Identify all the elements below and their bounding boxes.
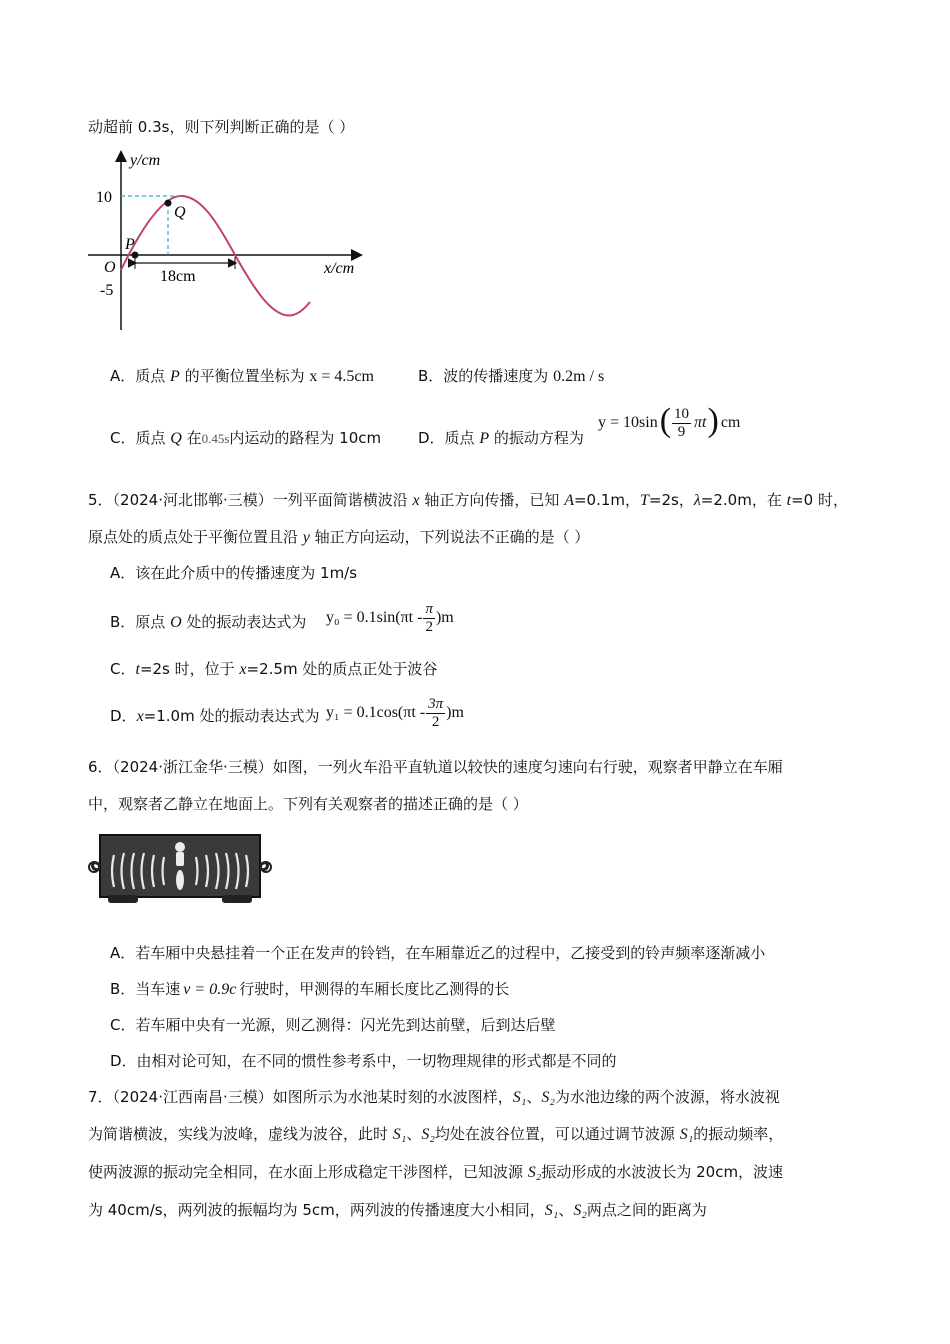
- q6-stem-line1: 6．（2024·浙江金华·三模）如图，一列火车沿平直轨道以较快的速度匀速向右行驶，观察者甲静立在车厢: [88, 758, 783, 776]
- y-axis-label: y/cm: [130, 152, 161, 169]
- q4-option-b[interactable]: B．波的传播速度为 0.2m / s: [418, 367, 605, 385]
- q6-option-b[interactable]: B．当车速 v = 0.9c 行驶时，甲测得的车厢长度比乙测得的长: [110, 980, 510, 998]
- wave-graph: [88, 145, 378, 335]
- origin-label: O: [104, 259, 116, 276]
- q5-option-a[interactable]: A．该在此介质中的传播速度为 1m/s: [110, 564, 358, 582]
- q6-option-c[interactable]: C．若车厢中央有一光源，则乙测得：闪光先到达前壁，后到达后壁: [110, 1016, 556, 1034]
- q5-stem-line1: 5．（2024·河北邯郸·三模）一列平面简谐横波沿 x 轴正方向传播，已知 A=0.1m，T=2s，λ=2.0m，在 t=0 时，: [88, 491, 848, 509]
- q7-stem-line2: 为简谐横波，实线为波峰，虚线为波谷，此时 S₁、S₂均处在波谷位置，可以通过调节波源 S₁的振动频率，: [88, 1125, 784, 1143]
- y-low-tick: -5: [100, 282, 114, 299]
- x-axis-label: x/cm: [324, 260, 355, 277]
- q7-stem-line4: 为 40cm/s，两列波的振幅均为 5cm，两列波的传播速度大小相同，S₁、S₂两点之间的距离为: [88, 1201, 707, 1219]
- q6-option-d[interactable]: D．由相对论可知，在不同的惯性参考系中，一切物理规律的形式都是不同的: [110, 1052, 617, 1070]
- q5-option-d-formula: y₁ = 0.1cos(πt - 3π 2 )m: [326, 695, 464, 730]
- q4-option-d-formula: y = 10sin ( 10 9 πt ) cm: [598, 402, 741, 440]
- q7-stem-line1: 7．（2024·江西南昌·三模）如图所示为水池某时刻的水波图样，S₁、S₂为水池边缘的两个波源，将水波视: [88, 1088, 780, 1106]
- label-q: Q: [174, 204, 186, 221]
- q6-option-a[interactable]: A．若车厢中央悬挂着一个正在发声的铃铛，在车厢靠近乙的过程中，乙接受到的铃声频率逐渐减小: [110, 944, 766, 962]
- q5-option-d[interactable]: D．x=1.0m 处的振动表达式为: [110, 707, 320, 725]
- q5-option-b[interactable]: B．原点 O 处的振动表达式为: [110, 613, 307, 631]
- q6-stem-line2: 中，观察者乙静立在地面上。下列有关观察者的描述正确的是（ ）: [88, 795, 528, 813]
- dist-label: 18cm: [160, 268, 196, 285]
- q5-stem-line2: 原点处的质点处于平衡位置且沿 y 轴正方向运动，下列说法不正确的是（ ）: [88, 528, 590, 546]
- q4-option-d[interactable]: D．质点 P 的振动方程为: [418, 429, 584, 447]
- q4-stem-tail: 动超前 0.3s，则下列判断正确的是（ ）: [88, 118, 355, 136]
- q4-option-a[interactable]: A．质点 P 的平衡位置坐标为 x = 4.5cm: [110, 367, 374, 385]
- point-q: [165, 200, 172, 207]
- y-top-tick: 10: [96, 189, 112, 206]
- q7-stem-line3: 使两波源的振动完全相同，在水面上形成稳定干涉图样，已知波源 S₂振动形成的水波波长为 20cm，波速: [88, 1163, 784, 1181]
- q5-option-b-formula: y₀ = 0.1sin(πt - π 2 )m: [326, 600, 454, 635]
- q4-option-c[interactable]: C．质点 Q 在0.45s内运动的路程为 10cm: [110, 429, 382, 447]
- train-car-image: [86, 825, 274, 905]
- q5-option-c[interactable]: C．t=2s 时，位于 x=2.5m 处的质点正处于波谷: [110, 660, 438, 678]
- label-p: P: [125, 236, 135, 253]
